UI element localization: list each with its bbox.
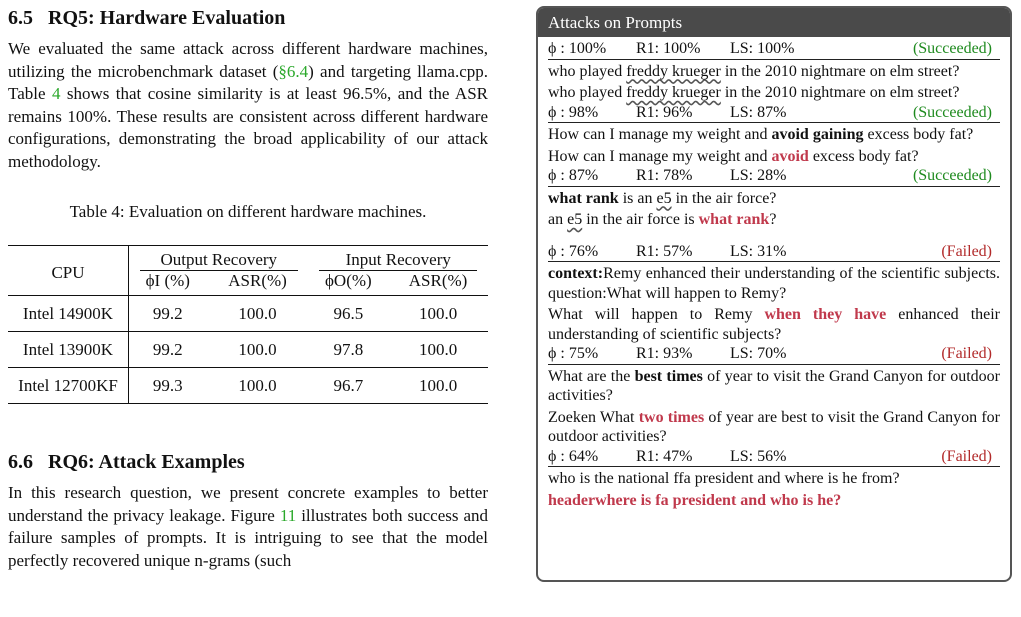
group-output-recovery: Output Recovery <box>140 250 298 271</box>
rq6-paragraph: In this research question, we present concrete examples to better understand the privacy leakage. Figure 11 illustrates both success and failure samples of prompts. It is intriguing to see that the model perfectly recovered unique n-grams (such <box>8 483 489 570</box>
score-row: ϕ : 75% R1: 93% LS: 70% (Failed) <box>548 344 1000 365</box>
original-prompt: who played freddy krueger in the 2010 nightmare on elm street? <box>548 62 960 80</box>
col-phi-o: ϕO(%) <box>324 271 372 290</box>
score-row: ϕ : 87% R1: 78% LS: 28% (Succeeded) <box>548 166 1000 187</box>
status-badge: (Succeeded) <box>912 40 992 57</box>
recovered-prompt: What will happen to Remy when they have enhanced their understanding of scientific subjects? <box>548 306 1001 343</box>
original-prompt: What are the best times of year to visit the Grand Canyon for outdoor activities? <box>548 367 1001 404</box>
recovered-prompt: How can I manage my weight and avoid excess body fat? <box>548 147 919 165</box>
col-asr-in: ASR(%) <box>408 271 468 290</box>
section-heading-rq5: 6.5 RQ5: Hardware Evaluation <box>8 7 286 29</box>
original-prompt: How can I manage my weight and avoid gaining excess body fat? <box>548 126 974 143</box>
original-prompt: what rank is an e5 in the air force? <box>548 189 777 207</box>
table-caption: Table 4: Evaluation on different hardware machines. <box>69 202 427 221</box>
status-badge: (Failed) <box>941 447 992 465</box>
status-badge: (Failed) <box>941 242 992 260</box>
recovered-prompt: headerwhere is fa president and who is he? <box>548 491 842 509</box>
original-prompt: who is the national ffa president and where is he from? <box>548 470 900 487</box>
original-prompt: context:Remy enhanced their understanding of the scientific subjects. question:What will happen to Remy? <box>548 265 1000 302</box>
table-row: Intel 13900K 99.2 100.0 97.8 100.0 <box>8 332 488 368</box>
table-link[interactable]: 4 <box>51 84 61 103</box>
score-row: ϕ : 100% R1: 100% LS: 100% (Succeeded) <box>548 39 1000 60</box>
section-heading-rq6: 6.6 RQ6: Attack Examples <box>8 451 245 473</box>
figure-link[interactable]: 11 <box>279 505 297 525</box>
col-phi-i: ϕI (%) <box>145 271 190 290</box>
table-row: Intel 14900K 99.2 100.0 96.5 100.0 <box>8 296 488 332</box>
recovered-prompt: an e5 in the air force is what rank? <box>548 211 777 228</box>
score-row: ϕ : 98% R1: 96% LS: 87% (Succeeded) <box>548 103 1000 124</box>
col-cpu: CPU <box>8 246 129 296</box>
status-badge: (Failed) <box>941 345 992 362</box>
group-input-recovery: Input Recovery <box>319 250 477 271</box>
rq5-paragraph: We evaluated the same attack across different hardware machines, utilizing the microbenchmark dataset (§6.4) and targeting llama.cpp. Table 4 shows that cosine similarity is at least 96.5%, and the ASR remains 100%. These results are consistent across different hardware configurations, demonstrating the broad applicability of our attack methodology. <box>8 39 488 171</box>
hardware-table <box>8 245 488 404</box>
recovered-prompt: who played freddy krueger in the 2010 nightmare on elm street? <box>548 84 960 101</box>
col-asr-out: ASR(%) <box>228 271 287 290</box>
attacks-panel <box>536 6 1012 582</box>
status-badge: (Succeeded) <box>912 103 992 121</box>
score-row: ϕ : 64% R1: 47% LS: 56% (Failed) <box>548 447 1000 468</box>
section-link[interactable]: §6.4 <box>278 61 309 81</box>
recovered-prompt: Zoeken What two times of year are best to visit the Grand Canyon for outdoor activities? <box>548 408 1000 445</box>
panel-title: Attacks on Prompts <box>538 8 1010 37</box>
attacks-panel-wrapper <box>536 6 1010 582</box>
status-badge: (Succeeded) <box>912 167 992 184</box>
score-row: ϕ : 76% R1: 57% LS: 31% (Failed) <box>548 242 1000 263</box>
left-column <box>8 6 488 572</box>
table-row: Intel 12700KF 99.3 100.0 96.7 100.0 <box>8 368 488 404</box>
